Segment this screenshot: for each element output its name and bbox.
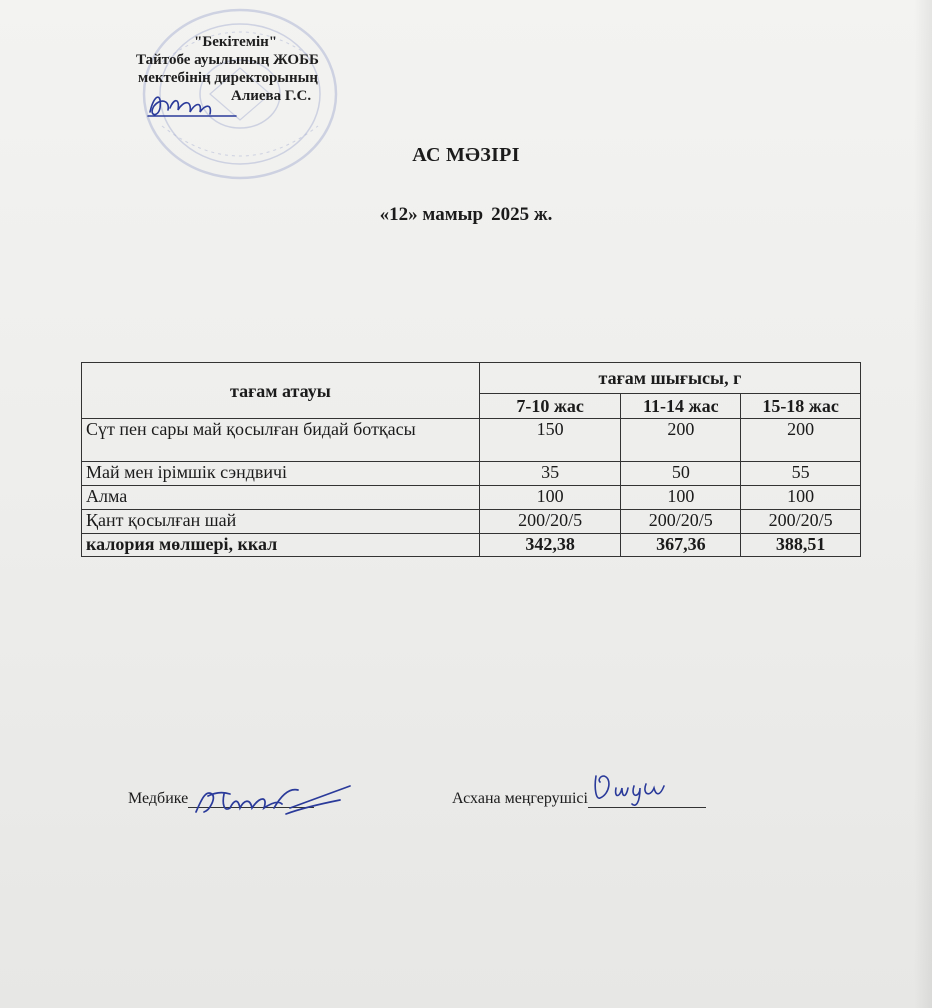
date-day-month: «12» мамыр (379, 204, 484, 225)
nurse-signature-icon (190, 778, 355, 828)
total-label: калория мөлшері, ккал (82, 534, 480, 557)
menu-date (0, 204, 932, 226)
dish-value: 150 (479, 419, 621, 462)
header-age-7-10: 7-10 жас (479, 394, 621, 419)
dish-value: 50 (621, 462, 741, 486)
dish-value: 100 (621, 486, 741, 510)
cook-signature-icon (590, 768, 670, 808)
total-value: 367,36 (621, 534, 741, 557)
total-value: 342,38 (479, 534, 621, 557)
table-row (82, 419, 861, 462)
dish-value: 55 (741, 462, 861, 486)
dish-name: Алма (82, 486, 480, 510)
dish-value: 35 (479, 462, 621, 486)
dish-value: 200/20/5 (621, 510, 741, 534)
approval-director-title: мектебінің директорының (138, 70, 319, 86)
table-row (82, 486, 861, 510)
nurse-label: Медбике (128, 790, 189, 807)
dish-name: Май мен ірімшік сэндвичі (82, 462, 480, 486)
dish-name: Сүт пен сары май қосылған бидай ботқасы (82, 419, 480, 462)
dish-value: 200/20/5 (741, 510, 861, 534)
header-age-11-14: 11-14 жас (621, 394, 741, 419)
dish-value: 200/20/5 (479, 510, 621, 534)
table-total-row (82, 534, 861, 557)
dish-value: 100 (741, 486, 861, 510)
dish-value: 200 (741, 419, 861, 462)
director-signature-icon (140, 86, 240, 126)
approval-heading: "Бекітемін" (194, 34, 278, 50)
dish-value: 100 (479, 486, 621, 510)
table-header-row (82, 363, 861, 394)
table-row (82, 510, 861, 534)
table-row (82, 462, 861, 486)
dish-value: 200 (621, 419, 741, 462)
header-dish-name: тағам атауы (82, 363, 480, 419)
menu-table (81, 362, 861, 557)
dish-name: Қант қосылған шай (82, 510, 480, 534)
cook-label: Асхана меңгерушісі (452, 790, 588, 807)
header-output: тағам шығысы, г (479, 363, 860, 394)
approval-director-name: Алиева Г.С. (231, 88, 312, 104)
header-age-15-18: 15-18 жас (741, 394, 861, 419)
approval-school: Тайтобе ауылының ЖОББ (136, 52, 319, 68)
page-title: АС МӘЗІРІ (412, 144, 520, 166)
total-value: 388,51 (741, 534, 861, 557)
date-year: 2025 ж. (491, 204, 553, 225)
